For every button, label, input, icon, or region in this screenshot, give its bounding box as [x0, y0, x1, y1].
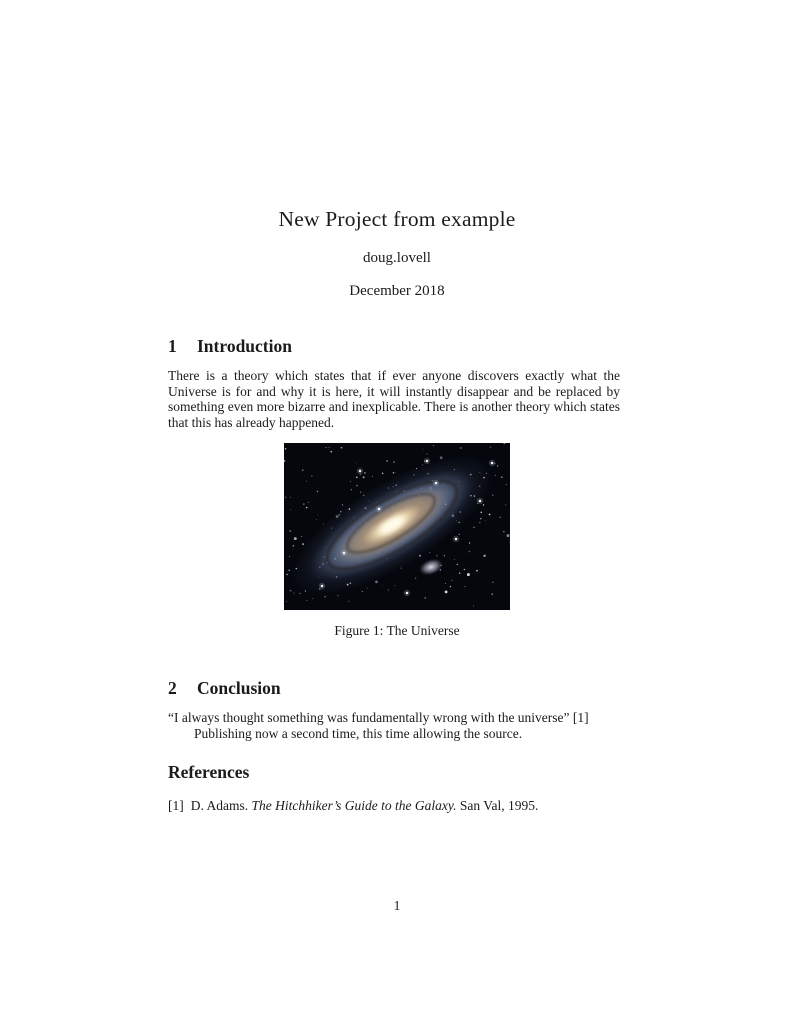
conclusion-second-line: Publishing now a second time, this time allowing the source.: [194, 725, 523, 741]
section-title: Conclusion: [197, 678, 281, 698]
figure-universe: [284, 443, 510, 610]
page-number: 1: [393, 898, 401, 913]
section-number: 1: [168, 336, 177, 356]
section-title: Introduction: [197, 336, 292, 356]
section-number: 2: [168, 678, 177, 698]
reference-authors: D. Adams.: [190, 798, 249, 813]
conclusion-quote-line: “I always thought something was fundamentally wrong with the universe” [1]: [168, 710, 589, 725]
section-heading-conclusion: [168, 678, 620, 699]
conclusion-paragraph: [168, 710, 620, 741]
document-author: doug.lovell: [363, 250, 431, 266]
figure-caption: Figure 1: The Universe: [334, 623, 460, 638]
document-title: New Project from example: [278, 207, 516, 231]
introduction-paragraph: There is a theory which states that if ever anyone discovers exactly what the Universe is for and why it is here, it will instantly disappear and be replaced by something even more bizarre and inexplicable. There is another theory which states that this has already happened.: [168, 368, 620, 430]
reference-entry: [168, 798, 620, 814]
section-heading-references: [168, 762, 620, 783]
document-date: December 2018: [349, 283, 445, 299]
section-title: References: [168, 762, 250, 782]
reference-label: [1]: [168, 798, 184, 813]
section-heading-introduction: [168, 336, 620, 357]
galaxy-image: [284, 443, 510, 610]
reference-publisher: San Val, 1995.: [459, 798, 539, 813]
reference-title: The Hitchhiker’s Guide to the Galaxy.: [251, 798, 457, 813]
